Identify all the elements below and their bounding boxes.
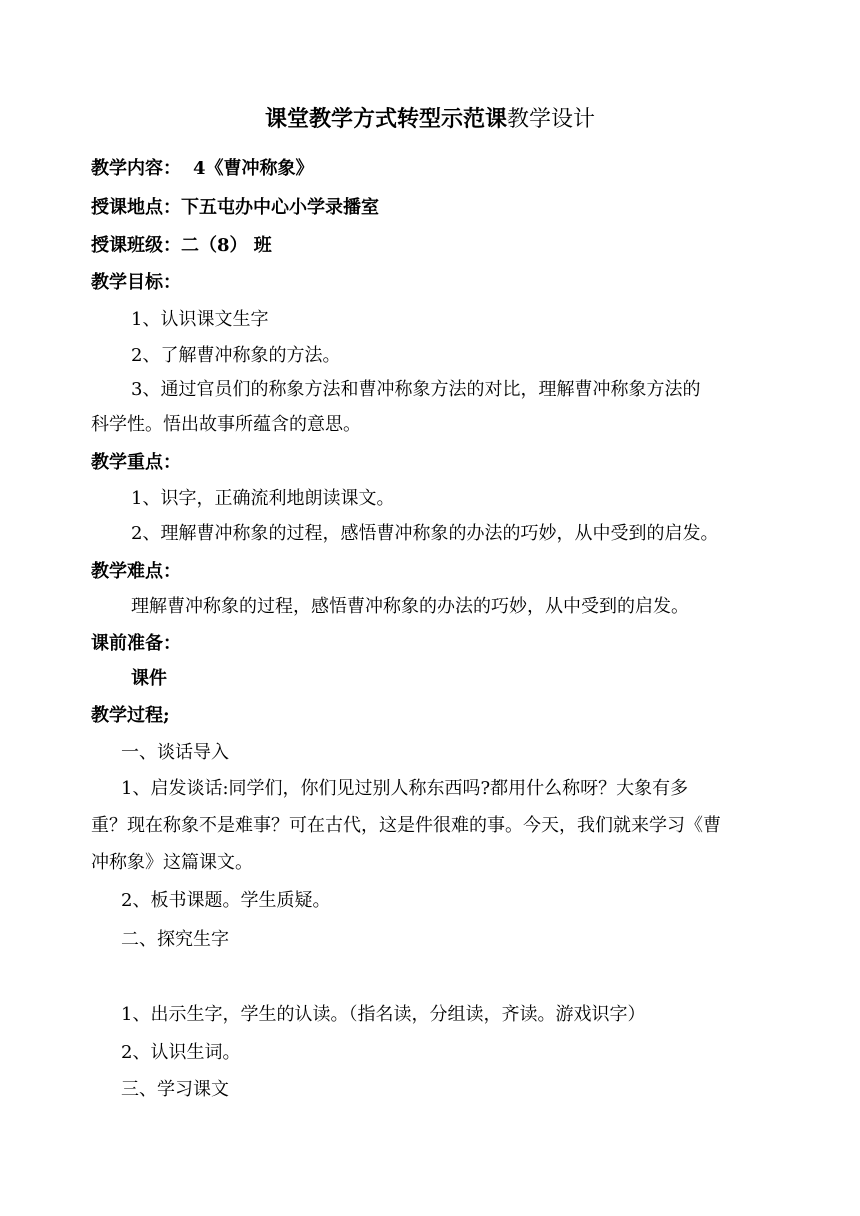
difficulty-heading: 教学难点： bbox=[91, 561, 181, 582]
document-title bbox=[0, 104, 860, 135]
goal-item-1: 1、认识课文生字 bbox=[131, 309, 269, 330]
class-row bbox=[91, 233, 272, 259]
process-item-4: 2、认识生词。 bbox=[121, 1042, 241, 1063]
goal-item-2: 2、了解曹冲称象的方法。 bbox=[131, 345, 341, 366]
preparation-text: 课件 bbox=[131, 668, 167, 689]
process-item-1-line-3: 冲称象》这篇课文。 bbox=[91, 852, 253, 873]
process-section-3: 三、学习课文 bbox=[121, 1079, 229, 1100]
preparation-heading: 课前准备： bbox=[91, 633, 181, 654]
key-point-item-1: 1、识字，正确流利地朗读课文。 bbox=[131, 488, 395, 509]
key-points-heading: 教学重点： bbox=[91, 452, 181, 473]
process-section-1: 一、谈话导入 bbox=[121, 742, 229, 763]
title-normal-part: 教学设计 bbox=[507, 107, 596, 132]
process-section-2: 二、探究生字 bbox=[121, 929, 229, 950]
process-item-2: 2、板书课题。学生质疑。 bbox=[121, 890, 331, 911]
process-item-1-line-1: 1、启发谈话:同学们，你们见过别人称东西吗?都用什么称呀？大象有多 bbox=[121, 778, 689, 799]
class-label: 授课班级： bbox=[91, 235, 181, 256]
title-bold-part: 课堂教学方式转型示范课 bbox=[264, 106, 507, 132]
goal-item-3: 3、通过官员们的称象方法和曹冲称象方法的对比，理解曹冲称象方法的 bbox=[131, 379, 701, 400]
goal-item-3-continuation: 科学性。悟出故事所蕴含的意思。 bbox=[91, 414, 361, 435]
content-row bbox=[91, 156, 314, 182]
difficulty-text: 理解曹冲称象的过程，感悟曹冲称象的办法的巧妙，从中受到的启发。 bbox=[131, 596, 689, 617]
place-label: 授课地点： bbox=[91, 197, 181, 218]
content-label: 教学内容： bbox=[91, 158, 181, 179]
process-item-1-line-2: 重？现在称象不是难事？可在古代，这是件很难的事。今天，我们就来学习《曹 bbox=[91, 815, 721, 836]
key-point-item-2: 2、理解曹冲称象的过程，感悟曹冲称象的办法的巧妙，从中受到的启发。 bbox=[131, 523, 719, 544]
place-value: 下五屯办中心小学录播室 bbox=[181, 197, 379, 218]
process-item-3: 1、出示生字，学生的认读。（指名读，分组读，齐读。游戏识字） bbox=[121, 1004, 646, 1025]
content-value: 4《曹冲称象》 bbox=[193, 158, 314, 179]
place-row bbox=[91, 195, 379, 221]
class-value: 二（8） 班 bbox=[181, 235, 272, 256]
goals-heading: 教学目标： bbox=[91, 272, 181, 293]
process-heading: 教学过程; bbox=[91, 705, 170, 726]
